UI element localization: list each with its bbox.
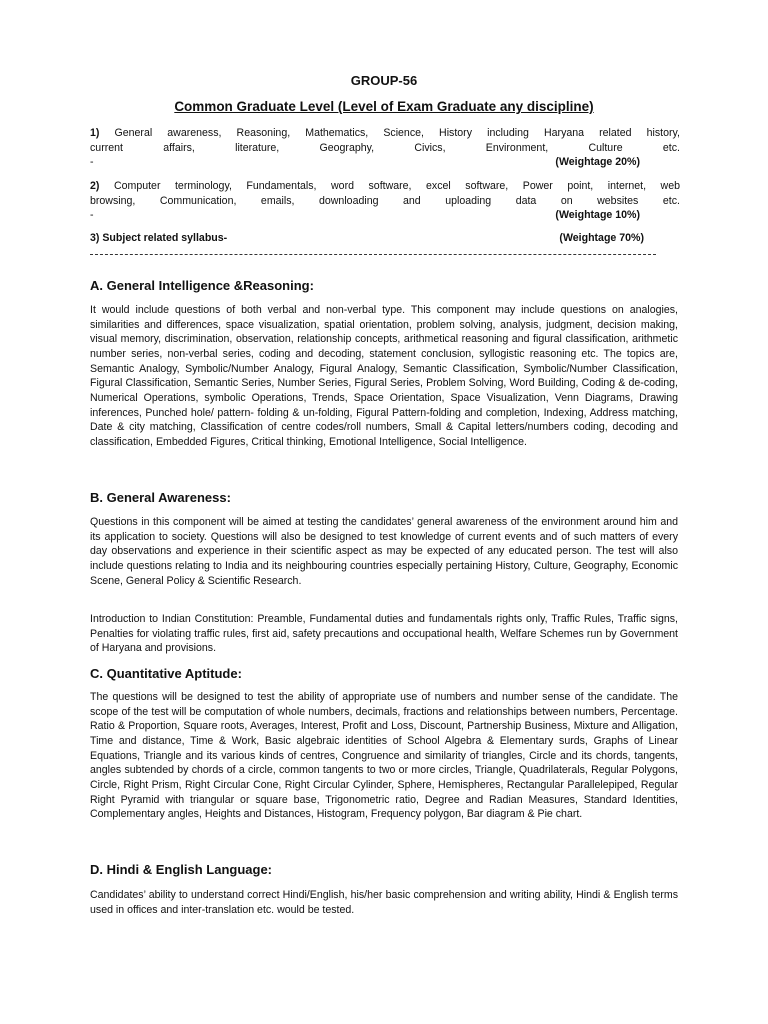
item-1-line-2 — [90, 141, 680, 156]
item-2-word: uploading — [445, 194, 492, 207]
item-1-word: etc. — [662, 141, 680, 154]
section-a-body: It would include questions of both verbal and non-verbal type. This component may include questions on analogies, similarities and differences, space visualization, spatial orientation, problem solving, analysis, judgment, decision making, visual memory, discrimination, observation, relationship concepts, arithmetical reasoning and figural classification, arithmetic number series, non-verbal series, coding and decoding, statement conclusion, syllogistic reasoning etc. The topics are, Semantic Analogy, Symbolic/Number Analogy, Figural Analogy, Semantic Classification, Symbolic/Number Classification, Figural Classification, Semantic Series, Number Series, Figural Series, Problem Solving, Word Building, Coding & de-coding, Numerical Operations, symbolic Operations, Trends, Space Orientation, Space Visualization, Venn Diagrams, Drawing inferences, Punched hole/ pattern- folding & un-folding, Figural Pattern-folding and completion, Indexing, Address matching, Date & city matching, Classification of centre codes/roll numbers, Small & Capital letters/numbers coding, decoding and classification, Embedded Figures, Critical thinking, Emotional Intelligence, Social Intelligence. — [90, 304, 678, 448]
item-2-line-3 — [90, 208, 680, 223]
item-1-text: General awareness, Reasoning, Mathematics, Science, History including Haryana related history, — [114, 127, 680, 139]
item-2-word: etc. — [662, 194, 680, 207]
item-3-weightage: (Weightage 70%) — [559, 232, 644, 244]
item-1-line-3 — [90, 155, 680, 170]
syllabus-item-1 — [90, 126, 680, 170]
item-1-word: Environment, — [485, 141, 549, 154]
section-a-heading: A. General Intelligence &Reasoning: — [90, 278, 314, 293]
dashed-divider — [90, 254, 656, 255]
item-1-word: affairs, — [163, 141, 195, 154]
section-b-body-1: Questions in this component will be aimed at testing the candidates’ general awareness of the environment around him and its application to society. Questions will also be designed to test knowledge of current events and of such matters of every day observations and experience in their scientific aspect as may be expected of any educated person. The test will also include questions relating to India and its neighbouring countries especially pertaining History, Culture, Geography, Economic Scene, General Policy & Scientific Research. — [90, 516, 678, 587]
item-2-word: emails, — [260, 194, 295, 207]
item-2-word: Communication, — [159, 194, 237, 207]
item-2-line-1 — [90, 179, 680, 194]
item-2-word: websites — [597, 194, 639, 207]
item-3-line — [90, 231, 680, 246]
item-1-word: Civics, — [414, 141, 446, 154]
item-1-word: Geography, — [319, 141, 375, 154]
item-2-word: data — [515, 194, 537, 207]
section-c-heading: C. Quantitative Aptitude: — [90, 666, 242, 681]
section-b-heading: B. General Awareness: — [90, 490, 231, 505]
item-2-number: 2) — [90, 180, 100, 192]
item-1-dash: - — [90, 156, 94, 169]
syllabus-item-3 — [90, 231, 680, 246]
item-2-word: and — [403, 194, 421, 207]
item-2-line-2 — [90, 194, 680, 209]
item-2-weightage: (Weightage 10%) — [555, 209, 640, 222]
item-1-word: Culture — [588, 141, 623, 154]
item-1-weightage: (Weightage 20%) — [555, 156, 640, 169]
group-title: GROUP-56 — [350, 73, 418, 88]
item-2-word: downloading — [319, 194, 379, 207]
item-3-label: 3) Subject related syllabus- — [90, 232, 228, 244]
item-2-dash: - — [90, 209, 94, 222]
exam-level-subtitle: Common Graduate Level (Level of Exam Graduate any discipline) — [174, 99, 594, 114]
section-d-body: Candidates’ ability to understand correct Hindi/English, his/her basic comprehension and writing ability, Hindi & English terms used in offices and inter-translation etc. would be tested. — [90, 889, 678, 916]
item-2-word: on — [560, 194, 573, 207]
item-2-word: browsing, — [90, 194, 136, 207]
item-1-word: literature, — [235, 141, 280, 154]
item-1-word: current — [90, 141, 123, 154]
item-1-number: 1) — [90, 127, 100, 139]
section-d-heading: D. Hindi & English Language: — [90, 862, 272, 877]
item-1-line-1 — [90, 126, 680, 141]
item-2-text: Computer terminology, Fundamentals, word software, excel software, Power point, internet, web — [113, 180, 680, 192]
section-c-body: The questions will be designed to test the ability of appropriate use of numbers and number sense of the candidate. The scope of the test will be computation of whole numbers, decimals, fractions and relationships between numbers, Percentage. Ratio & Proportion, Square roots, Averages, Interest, Profit and Loss, Discount, Partnership Business, Mixture and Alligation, Time and distance, Time & Work, Basic algebraic identities of School Algebra & Elementary surds, Graphs of Linear Equations, Triangle and its various kinds of centres, Congruence and similarity of triangles, Circle and its chords, tangents, angles subtended by chords of a circle, common tangents to two or more circles, Triangle, Quadrilaterals, Regular Polygons, Circle, Right Prism, Right Circular Cone, Right Circular Cylinder, Sphere, Hemispheres, Rectangular Parallelepiped, Regular Right Pyramid with triangular or square base, Trigonometric ratio, Degree and Radian Measures, Standard Identities, Complementary angles, Heights and Distances, Histogram, Frequency polygon, Bar diagram & Pie chart. — [90, 691, 678, 821]
section-b-body-2: Introduction to Indian Constitution: Preamble, Fundamental duties and fundamentals rights only, Traffic Rules, Traffic signs, Penalties for violating traffic rules, first aid, safety precautions and occupational health, Welfare Schemes run by Government of Haryana and provisions. — [90, 613, 678, 655]
syllabus-item-2 — [90, 179, 680, 223]
